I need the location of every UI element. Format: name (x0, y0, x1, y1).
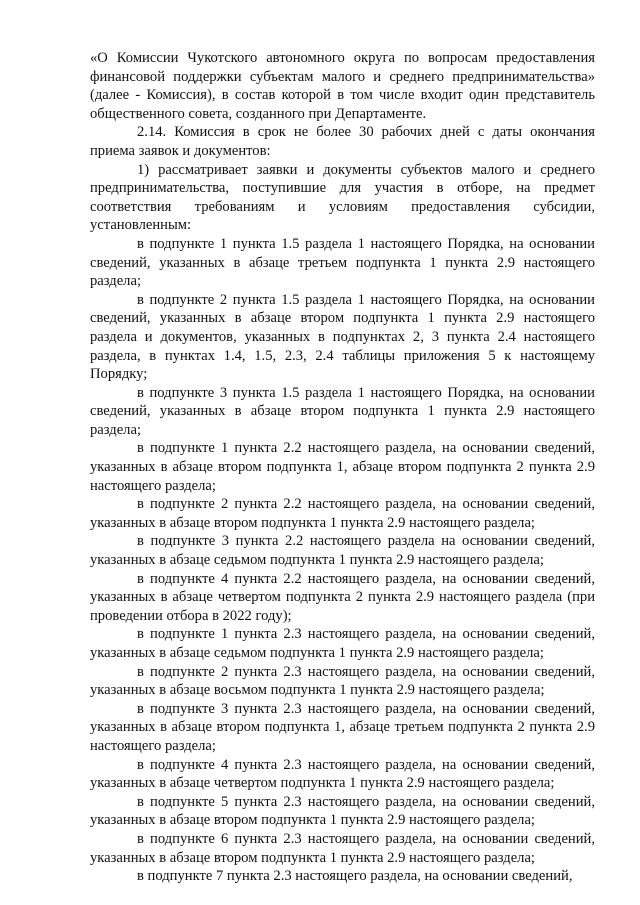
paragraph: в подпункте 3 пункта 2.2 настоящего раздела на основании сведений, указанных в абзаце седьмом подпункта 1 пункта 2.9 настоящего раздела; (90, 533, 595, 569)
paragraph: в подпункте 3 пункта 2.3 настоящего раздела, на основании сведений, указанных в абзаце втором подпункта 1, абзаце третьем подпункта 2 пункта 2.9 настоящего раздела; (90, 700, 595, 754)
paragraph: в подпункте 4 пункта 2.3 настоящего раздела, на основании сведений, указанных в абзаце четвертом подпункта 1 пункта 2.9 настоящего раздела; (90, 756, 595, 792)
paragraph: в подпункте 3 пункта 1.5 раздела 1 настоящего Порядка, на основании сведений, указанных в абзаце втором подпункта 1 пункта 2.9 настоящего раздела; (90, 384, 595, 438)
paragraph: в подпункте 1 пункта 2.3 настоящего раздела, на основании сведений, указанных в абзаце седьмом подпункта 1 пункта 2.9 настоящего раздела; (90, 626, 595, 661)
paragraph: в подпункте 7 пункта 2.3 настоящего раздела, на основании сведений, (137, 868, 573, 885)
paragraph: «О Комиссии Чукотского автономного округа по вопросам предоставления финансовой поддержки субъектам малого и среднего предпринимательства» (далее - Комиссия), в состав которой в том числе входит один представитель общественного совета, созданного при Департаменте. (90, 50, 595, 122)
paragraph: в подпункте 2 пункта 2.2 настоящего раздела, на основании сведений, указанных в абзаце втором подпункта 1 пункта 2.9 настоящего раздела; (90, 496, 595, 531)
paragraph: в подпункте 4 пункта 2.2 настоящего раздела, на основании сведений, указанных в абзаце четвертом подпункта 2 пункта 2.9 настоящего раздела (при проведении отбора в 2022 году); (90, 570, 595, 624)
paragraph: в подпункте 1 пункта 2.2 настоящего раздела, на основании сведений, указанных в абзаце втором подпункта 1, абзаце втором подпункта 2 пункта 2.9 настоящего раздела; (90, 440, 595, 494)
paragraph: в подпункте 2 пункта 2.3 настоящего раздела, на основании сведений, указанных в абзаце восьмом подпункта 1 пункта 2.9 настоящего раздела; (90, 663, 595, 699)
paragraph: в подпункте 6 пункта 2.3 настоящего раздела, на основании сведений, указанных в абзаце втором подпункта 1 пункта 2.9 настоящего раздела; (90, 830, 595, 866)
paragraph: 1) рассматривает заявки и документы субъектов малого и среднего предпринимательства, поступившие для участия в отборе, на предмет соответствия требованиям и условиям предоставления субсидии, установленным: (90, 161, 595, 234)
paragraph: в подпункте 5 пункта 2.3 настоящего раздела, на основании сведений, указанных в абзаце втором подпункта 1 пункта 2.9 настоящего раздела; (90, 793, 595, 829)
paragraph: 2.14. Комиссия в срок не более 30 рабочих дней с даты окончания приема заявок и документов: (90, 124, 595, 159)
paragraph: в подпункте 2 пункта 1.5 раздела 1 настоящего Порядка, на основании сведений, указанных в абзаце втором подпункта 1 пункта 2.9 настоящего раздела и документов, указанных в подпунктах 2, 3 пункта 2.4 настоящего раздела, в пунктах 1.4, 1.5, 2.3, 2.4 таблицы приложения 5 к настоящему Порядку; (90, 291, 595, 383)
paragraph: в подпункте 1 пункта 1.5 раздела 1 настоящего Порядка, на основании сведений, указанных в абзаце третьем подпункта 1 пункта 2.9 настоящего раздела; (90, 235, 595, 290)
